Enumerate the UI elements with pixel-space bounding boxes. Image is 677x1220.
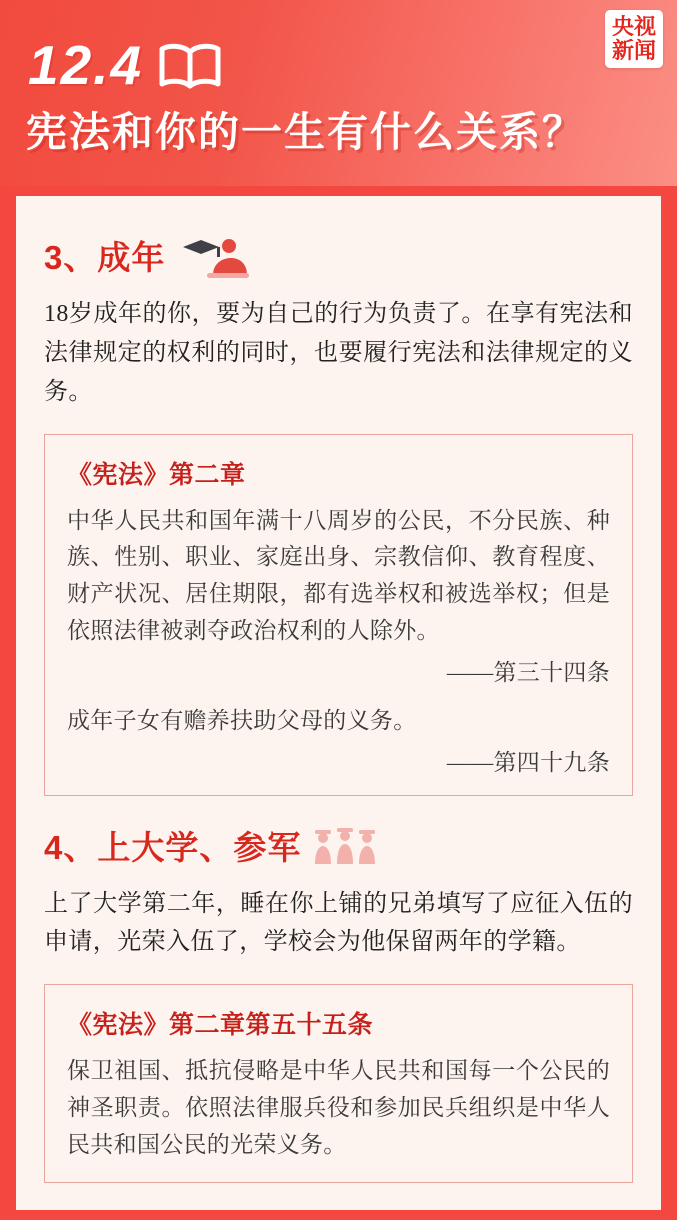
date-row xyxy=(28,36,223,95)
graduation-cap-person-icon xyxy=(177,233,249,279)
quote-spacer xyxy=(67,687,610,703)
section-adulthood xyxy=(44,232,633,796)
page-title: 宪法和你的一生有什么关系？ xyxy=(26,109,585,155)
section-heading xyxy=(44,822,633,869)
logo-line-2: 新闻 xyxy=(611,38,656,63)
law-quote-text: 成年子女有赡养扶助父母的义务。 xyxy=(67,707,417,733)
content-card xyxy=(16,196,661,1210)
open-book-icon xyxy=(157,42,223,95)
section-body: 18岁成年的你，要为自己的行为负责了。在享有宪法和法律规定的权利的同时，也要履行宪法和法律规定的义务。 xyxy=(44,301,633,405)
cctv-news-logo xyxy=(605,10,663,68)
law-quote-box xyxy=(44,984,633,1182)
law-quote-text: 保卫祖国、抵抗侵略是中华人民共和国每一个公民的神圣职责。依照法律服兵役和参加民兵组织是中华人民共和国公民的光荣义务。 xyxy=(67,1058,610,1157)
three-soldiers-icon xyxy=(313,824,377,866)
law-quote-ref: ——第四十九条 xyxy=(446,749,610,775)
section-body: 上了大学第二年，睡在你上铺的兄弟填写了应征入伍的申请，光荣入伍了，学校会为他保留两年的学籍。 xyxy=(44,890,633,956)
law-quote-ref: ——第三十四条 xyxy=(446,659,610,685)
logo-line-1: 央视 xyxy=(611,14,656,40)
section-heading-label: 4、上大学、参军 xyxy=(44,828,302,866)
section-college-military xyxy=(44,822,633,1183)
section-heading xyxy=(44,232,633,279)
law-quote-title: 《宪法》第二章 xyxy=(67,461,246,489)
law-quote-title: 《宪法》第二章第五十五条 xyxy=(67,1012,374,1040)
page-header xyxy=(0,0,677,196)
section-heading-label: 3、成年 xyxy=(44,239,166,276)
law-quote-box xyxy=(44,434,633,796)
date-label: 12.4 xyxy=(28,34,144,96)
law-quote-text: 中华人民共和国年满十八周岁的公民，不分民族、种族、性别、职业、家庭出身、宗教信仰、教育程度、财产状况、居住期限，都有选举权和被选举权；但是依照法律被剥夺政治权利的人除外。 xyxy=(67,507,610,644)
